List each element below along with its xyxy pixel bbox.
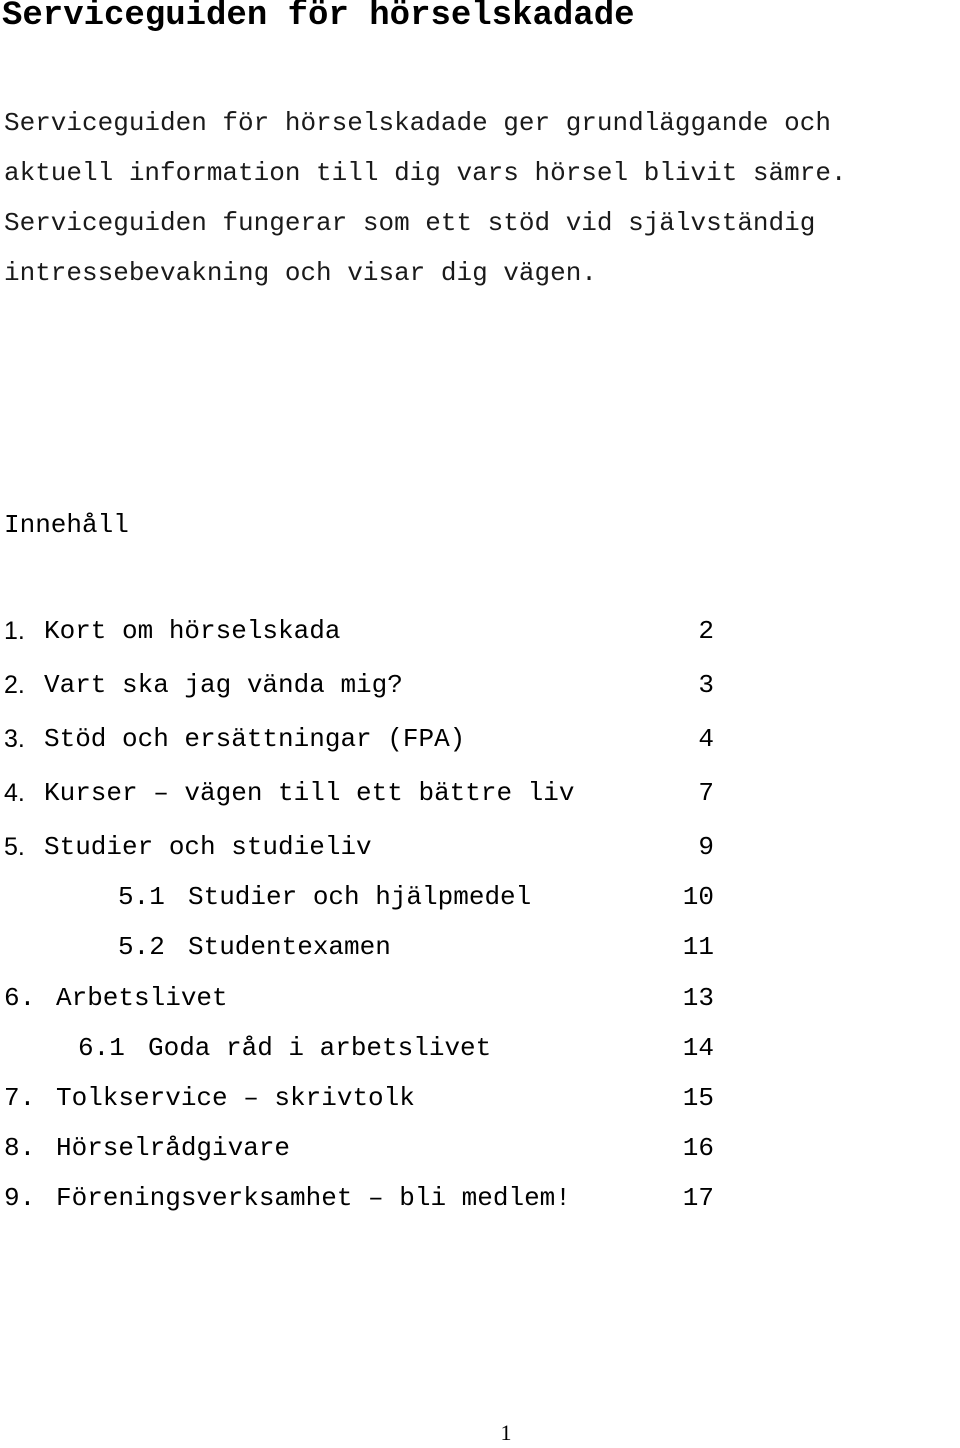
intro-line: aktuell information till dig vars hörsel blivit sämre.: [4, 158, 847, 188]
toc-heading: Innehåll: [4, 510, 129, 540]
toc-entry-label: Kurser – vägen till ett bättre liv: [44, 778, 575, 808]
toc-entry-page: 4: [698, 724, 714, 754]
toc-entry: [4, 1128, 714, 1168]
toc-entry-label: Studier och hjälpmedel: [188, 882, 532, 912]
toc-entry: [4, 978, 714, 1018]
toc-entry-page: 11: [682, 932, 714, 962]
toc-entry-page: 2: [698, 616, 714, 646]
toc-entry-number: 1.: [4, 617, 25, 645]
toc-entry-label: Tolkservice – skrivtolk: [56, 1083, 415, 1113]
toc-entry-label: Vart ska jag vända mig?: [44, 670, 403, 700]
toc-entry-label: Goda råd i arbetslivet: [148, 1033, 492, 1063]
toc-entry-label: Stöd och ersättningar (FPA): [44, 724, 466, 754]
toc-entry-number: 3.: [4, 725, 25, 753]
toc-entry-number: 5.2: [118, 932, 165, 962]
toc-entry: [4, 665, 714, 705]
toc-entry-page: 16: [682, 1133, 714, 1163]
toc-entry-page: 10: [682, 882, 714, 912]
toc-entry-number: 6.1: [78, 1033, 125, 1063]
intro-paragraph: [4, 98, 847, 298]
toc-entry-label: Studentexamen: [188, 932, 391, 962]
toc-entry-number: 5.: [4, 833, 25, 861]
toc-entry: [4, 611, 714, 651]
toc-entry: [4, 719, 714, 759]
toc-entry-label: Kort om hörselskada: [44, 616, 341, 646]
toc-entry-number: 4.: [4, 779, 25, 807]
toc-entry-number: 2.: [4, 671, 25, 699]
toc-entry-page: 15: [682, 1083, 714, 1113]
toc-subentry: [4, 927, 714, 967]
intro-line: Serviceguiden för hörselskadade ger grundläggande och: [4, 108, 831, 138]
toc-entry-number: 7.: [4, 1083, 36, 1113]
toc-entry-page: 13: [682, 983, 714, 1013]
toc-entry-number: 9.: [4, 1183, 36, 1213]
toc-subentry: [4, 877, 714, 917]
toc-entry-label: Hörselrådgivare: [56, 1133, 291, 1163]
toc-entry: [4, 1178, 714, 1218]
toc-entry-page: 7: [698, 778, 714, 808]
toc-entry: [4, 1078, 714, 1118]
intro-line: intressebevakning och visar dig vägen.: [4, 258, 597, 288]
toc-entry: [4, 773, 714, 813]
toc-entry-page: 17: [682, 1183, 714, 1213]
toc-entry-page: 14: [682, 1033, 714, 1063]
toc-entry-page: 3: [698, 670, 714, 700]
toc-entry: [4, 827, 714, 867]
toc-entry-label: Arbetslivet: [56, 983, 228, 1013]
toc-entry-label: Föreningsverksamhet – bli medlem!: [56, 1183, 571, 1213]
toc-entry-label: Studier och studieliv: [44, 832, 372, 862]
toc-entry-number: 6.: [4, 983, 36, 1013]
toc-subentry: [4, 1028, 714, 1068]
intro-line: Serviceguiden fungerar som ett stöd vid självständig: [4, 208, 816, 238]
page-title: Serviceguiden för hörselskadade: [2, 0, 635, 35]
toc-entry-number: 8.: [4, 1133, 36, 1163]
toc-entry-page: 9: [698, 832, 714, 862]
toc-entry-number: 5.1: [118, 882, 165, 912]
footer-page-number: 1: [500, 1420, 512, 1445]
